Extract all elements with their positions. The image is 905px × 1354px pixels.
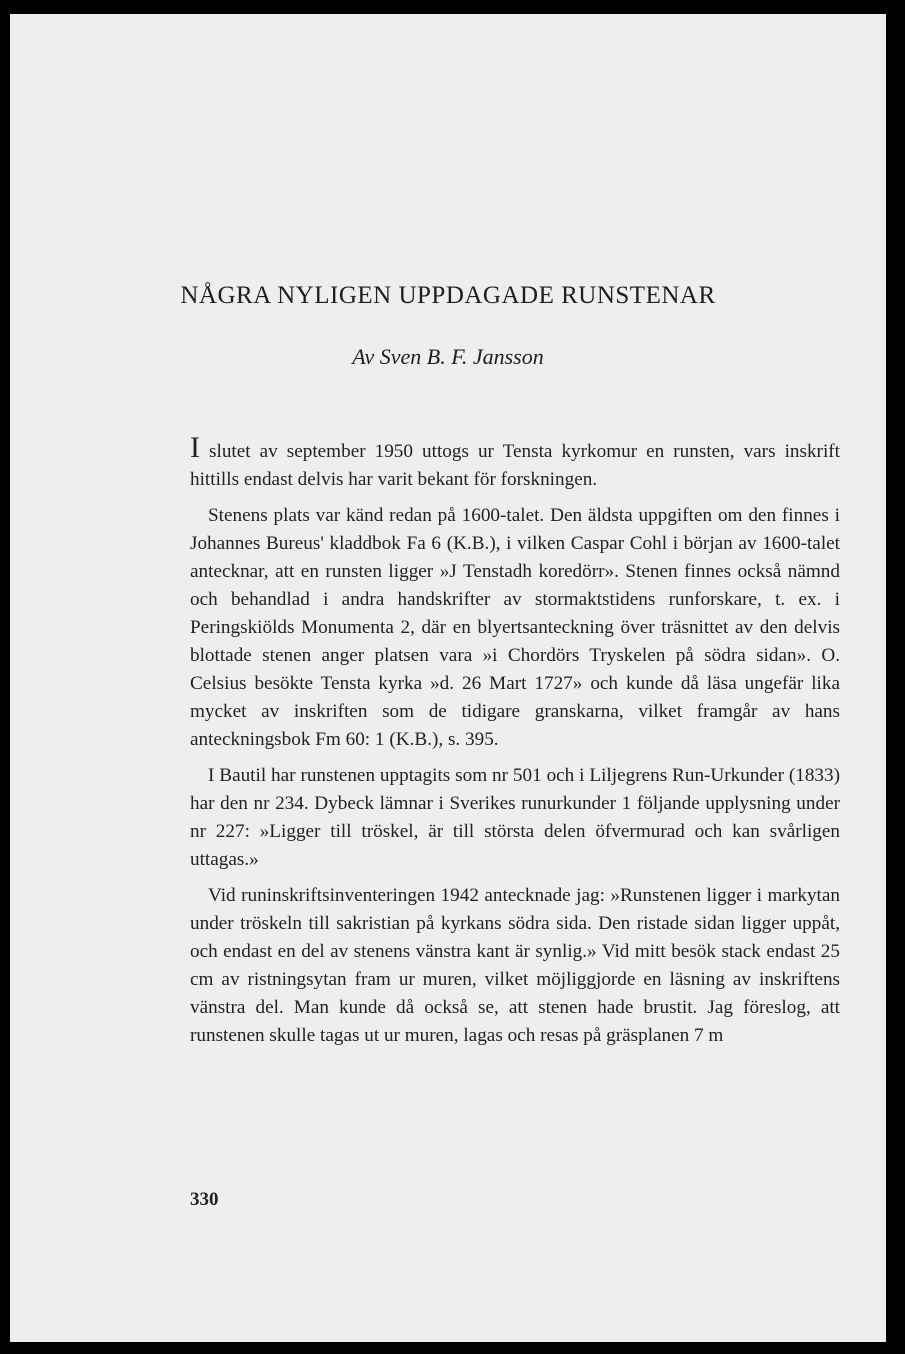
article-title: NÅGRA NYLIGEN UPPDAGADE RUNSTENAR [180,282,716,309]
drop-cap: I [190,431,200,464]
paragraph-1 [190,431,840,494]
author-byline: Av Sven B. F. Jansson [352,344,544,369]
paragraph-2: Stenens plats var känd redan på 1600-talet. Den äldsta uppgiften om den finnes i Johannes Bureus' kladdbok Fa 6 (K.B.), i vilken Caspar Cohl i början av 1600-talet antecknar, att en runsten ligger »J Tenstadh koredörr». Stenen finnes också nämnd och behandlad i andra handskrifter av stormaktstidens runforskare, t. ex. i Peringskiölds Monumenta 2, där en blyertsanteckning över träsnittet av den delvis blottade stenen anger platsen vara »i Chordörs Tryskelen på södra sidan». O. Celsius besökte Tensta kyrka »d. 26 Mart 1727» och kunde då läsa ungefär lika mycket av inskriften som de tidigare granskarna, vilket framgår av hans anteckningsbok Fm 60: 1 (K.B.), s. 395. [190,505,840,750]
page-number: 330 [190,1189,219,1210]
paragraph-3: I Bautil har runstenen upptagits som nr 501 och i Liljegrens Run-Urkunder (1833) har den nr 234. Dybeck lämnar i Sverikes runurkunder 1 följande upplysning under nr 227: »Ligger till tröskel, är till största delen öfvermurad och kan svårligen uttagas.» [190,765,840,870]
article-body [190,431,840,1058]
paragraph-1-text: slutet av september 1950 uttogs ur Tensta kyrkomur en runsten, vars inskrift hittills endast delvis har varit bekant för forskningen. [190,441,840,490]
page [10,14,886,1342]
paragraph-4: Vid runinskriftsinventeringen 1942 antecknade jag: »Runstenen ligger i markytan under tröskeln till sakristian på kyrkans södra sida. Den ristade sidan ligger uppåt, och endast en del av stenens vänstra kant är synlig.» Vid mitt besök stack endast 25 cm av ristningsytan fram ur muren, vilket möjliggjorde en läsning av inskriftens vänstra del. Man kunde då också se, att stenen hade brustit. Jag föreslog, att runstenen skulle tagas ut ur muren, lagas och resas på gräsplanen 7 m [190,885,840,1046]
